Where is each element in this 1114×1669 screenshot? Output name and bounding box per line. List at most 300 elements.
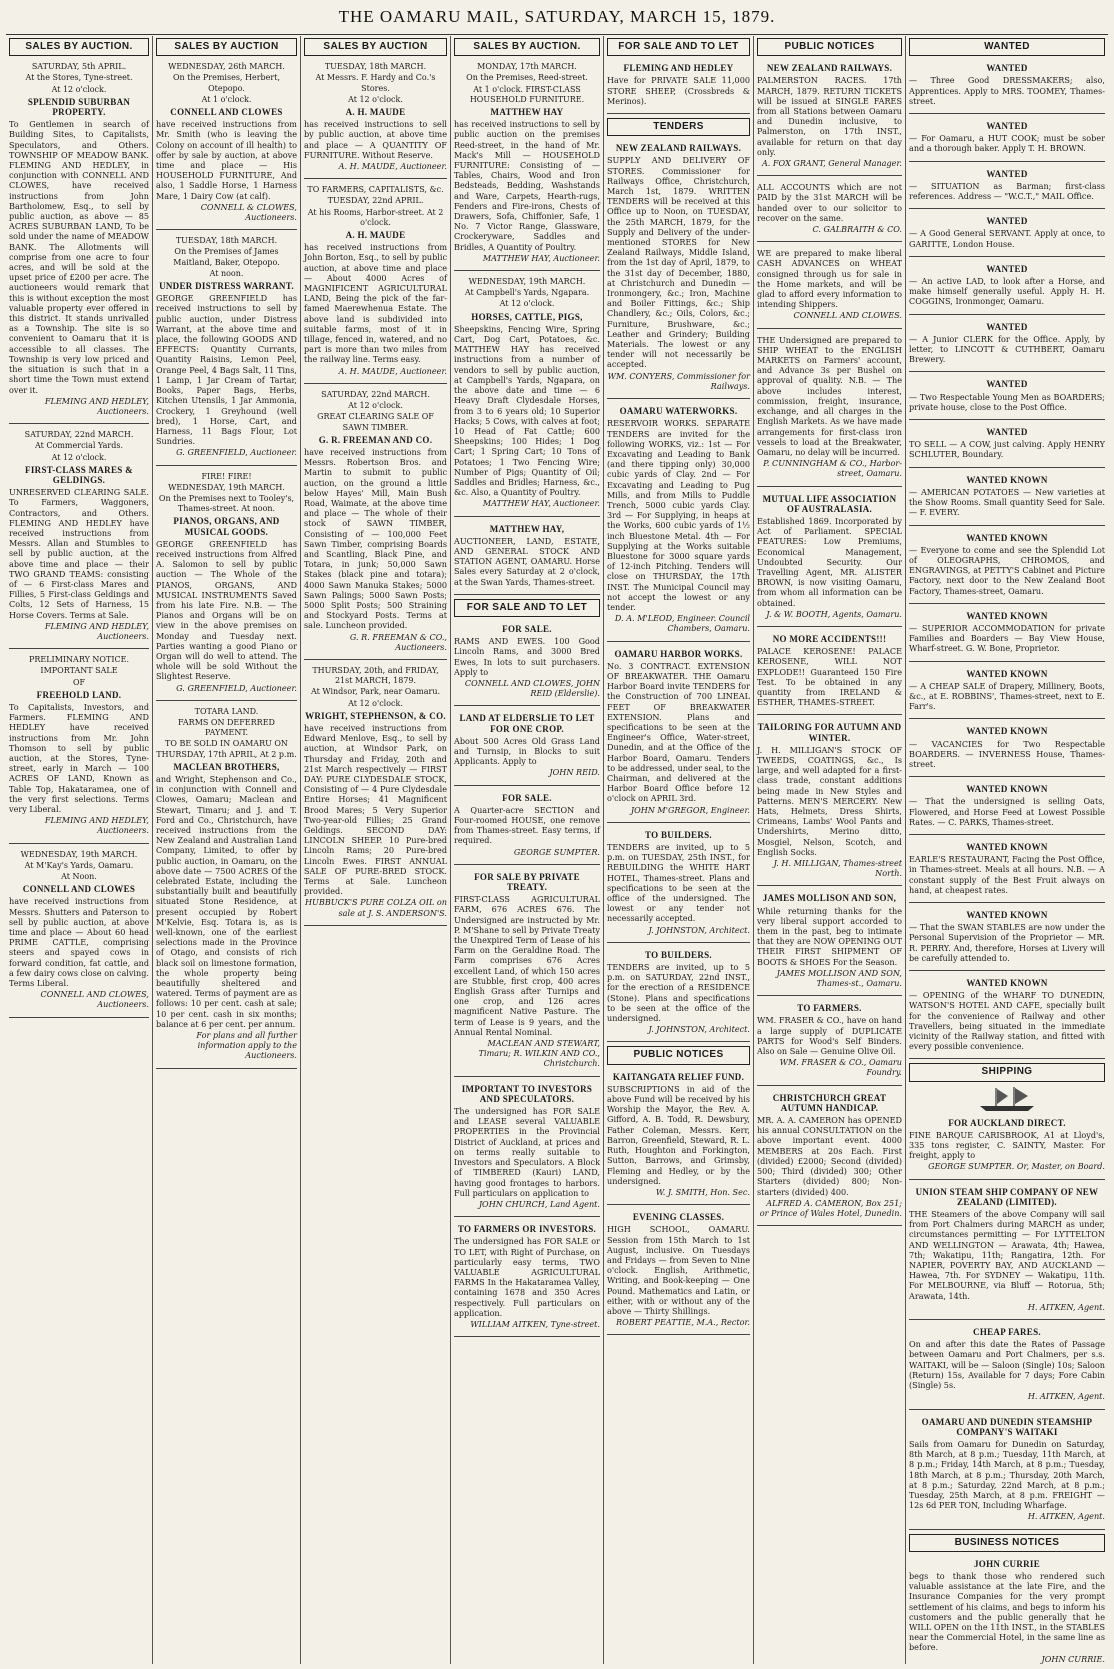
ad-divider [909, 776, 1105, 777]
ad-body: UNRESERVED CLEARING SALE. To Farmers, Waggoners, Contractors, and Others. FLEMING AND HEDLEY have received instructions from Messrs. Allan and Stumbles to sell by public auction, at the above time and place — their TWO GRAND TEAMS: consisting of — 6 First-class Mares and Fillies, 5 First-class Geldings and Colts, 12 Sets of Harness, 15 Horse Covers. Terms at Sale. [9, 487, 149, 620]
ad-date: WEDNESDAY, 26th MARCH. [168, 62, 285, 72]
ad-time: TO BE SOLD IN OAMARU ON THURSDAY, 17th APRIL, At 2 p.m. [156, 739, 297, 759]
ad-place: At the Stores, Tyne-street. [25, 73, 133, 83]
ad-body: — VACANCIES for Two Respectable BOARDERS. — INVERNESS House, Thames-street. [909, 738, 1105, 769]
advertisement [156, 60, 297, 225]
ad-divider [9, 648, 149, 649]
advertisement [757, 333, 902, 482]
advertisement [757, 60, 902, 171]
ad-place: At Windsor, Park, near Oamaru. [310, 687, 441, 697]
ad-place: On the Premises, Herbert, Otepopo. [173, 73, 280, 93]
ad-title: G. R. FREEMAN AND CO. [318, 434, 433, 445]
ad-title: WANTED KNOWN [966, 784, 1048, 795]
advertisement [909, 1414, 1105, 1525]
ad-body: GEORGE GREENFIELD has received instructions from Alfred A. Salomon to sell by public auction — The Whole of the PIANOS, ORGANS, AND MUSICAL INSTRUMENTS Saved from his late Fire. N.B. — The Pianos and Organs will be on view in the above premises on Monday and Tuesday next. Parties wanting a good Piano or Organ will do well to attend. The whole will be sold Without the Slightest Reserve. [156, 538, 297, 682]
ad-title: WANTED [986, 168, 1028, 179]
ad-title: TO BUILDERS. [645, 829, 712, 840]
ad-signature: G. R. FREEMAN & CO., Auctioneers. [349, 631, 447, 652]
ad-title: FOR SALE BY PRIVATE TREATY. [474, 871, 580, 893]
ad-date: SATURDAY, 22nd MARCH. [24, 430, 134, 440]
ad-divider [156, 229, 297, 230]
ad-title: MATTHEW HAY, [489, 523, 565, 534]
ad-body: THE Undersigned are prepared to SHIP WHEAT to the ENGLISH MARKETS on Farmers' account, and Advance 3s per Bushel on approval of quality. N.B. — The above includes interest, commission, freight, insurance, exchange, and all charges in the English Markets. As we have made arrangements for first-class iron vessels to load at the Breakwater, Oamaru, no delay will be incurred. [757, 334, 902, 457]
advertisement [607, 947, 750, 1038]
advertisement [909, 723, 1105, 772]
ad-date: WEDNESDAY, 19th MARCH. [20, 849, 138, 859]
ad-divider [454, 1076, 600, 1077]
ad-place: TUESDAY, 22nd APRIL. [327, 196, 424, 206]
ad-body: TENDERS are invited, up to 5 p.m. on TUESDAY, 25th INST., for REBUILDING the WHITE HART HOTEL, Thames-street. Plans and specifications to be seen at the office of the undersigned. The lowest or any tender not necessarily accepted. [607, 842, 750, 924]
ad-divider [454, 785, 600, 786]
advertisement [454, 710, 600, 780]
advertisement [757, 1000, 902, 1080]
ad-signature: JAMES MOLLISON AND SON, Thames-st., Oamaru. [776, 967, 902, 989]
advertisement [607, 827, 750, 938]
ad-divider [454, 516, 600, 517]
advertisement [304, 664, 447, 921]
ad-title: MACLEAN BROTHERS, [173, 761, 280, 772]
section-header: SALES BY AUCTION [156, 38, 297, 56]
ad-title: KAITANGATA RELIEF FUND. [612, 1071, 745, 1082]
ad-body: — Everyone to come and see the Splendid Lot of OLEOGRAPHS, CHROMOS, and ENGRAVINGS, at PETTY'S Cabinet and Picture Factory, next door to the New Zealand Boot Factory, Thames-street, Oamaru. [909, 544, 1105, 596]
ad-divider [304, 925, 447, 926]
ad-body: has received instructions to sell by public auction, at above time and place — A QUANTITY OF FURNITURE. Without Reserve. [304, 119, 447, 160]
ad-divider [607, 942, 750, 943]
advertisement [454, 621, 600, 701]
advertisement [909, 261, 1105, 310]
advertisement [757, 719, 902, 881]
advertisement [909, 376, 1105, 415]
ad-signature: CONNELL & CLOWES, Auctioneers. [200, 201, 297, 223]
column-6 [754, 36, 906, 1664]
ad-signature: P. CUNNINGHAM & CO., Harbor-street, Oamaru. [763, 458, 902, 479]
ad-signature: H. AITKEN, Agent. [1027, 1301, 1105, 1312]
ad-body: SUBSCRIPTIONS in aid of the above Fund will be received by his Worship the Mayor, the Rev. A. Gifford, A. B. Todd, R. Dewsbury, Father Coleman, Messrs. Kerr, Barron, Greenfield, Steward, R. L. Ruth, Houghton and Forkington, Sutton, Barrows, and Grimsby, Fleming and Hedley, or by the undersigned. [607, 1083, 750, 1186]
ad-title: NO MORE ACCIDENTS!!! [772, 633, 887, 644]
ad-body: A Quarter-acre SECTION and Four-roomed HOUSE, one remove from Thames-street. Easy terms, if required. [454, 804, 600, 846]
ad-title: FREEHOLD LAND. [36, 689, 122, 700]
ad-time: At 12 o'clock. [499, 299, 555, 309]
ad-body: J. H. MILLIGAN'S STOCK OF TWEEDS, COATINGS, &c., Is large, and well adapted for a first-class trade, constant additions being made in New Styles and Patterns. MEN'S MERCERY. New Hats, Helmets, Dress Shirts, Crimeans, Lambs' Wool Pants and Undershirts, Merino ditto, Mosgiel, Nelson, Scotch, and English Socks. [757, 744, 902, 857]
ad-title: WANTED [986, 121, 1028, 132]
ad-body: — That the SWAN STABLES are now under the Personal Supervision of the Proprietor — MR. R. PERRY. And, therefore, Horses at Livery will be carefully attended to. [909, 922, 1105, 963]
ad-body: — A Good General SERVANT. Apply at once, to GARITTE, London House. [909, 228, 1105, 249]
ad-time: At noon. [209, 268, 244, 278]
ad-divider [909, 419, 1105, 420]
ad-body: About 500 Acres Old Grass Land and Turnsip, in Blocks to suit Applicants. Apply to [454, 735, 600, 767]
ad-title: TAILORING FOR AUTUMN AND WINTER. [757, 722, 902, 743]
ad-title: UNDER DISTRESS WARRANT. [159, 281, 294, 292]
advertisement [304, 183, 447, 379]
advertisement [304, 388, 447, 655]
ad-body: EARLE'S RESTAURANT, Facing the Post Office, in Thames-street. Meals at all hours. N.B. — A constant supply of the Best Fruit always on hand, at cheapest rates. [909, 854, 1105, 895]
advertisement [757, 890, 902, 991]
ad-divider [757, 175, 902, 176]
ad-body: and Wright, Stephenson and Co., in conjunction with Connell and Clowes, Oamaru; Maclean and Stewart, Timaru; and J. and T. Ford and Co., Christchurch, have received instructions from the New Zealand and Australian Land Company, Limited, to offer by public auction, in Oamaru, on the above date — 7500 ACRES Of the celebrated Estate, including the substantially built and beautifully situated Stone Residence, at present occupied by Robert M'Kelvie, Esq. Totara is, as is well-known, one of the earliest selections made in the Province of Otago, and consists of rich black soil on limestone formation, the whole property being beautifully sheltered and watered. Terms of payment are as follows: 10 per cent. cash at sale; 10 per cent. cash in six months; balance at 6 per cent. per annum. [156, 774, 297, 1029]
ad-title: WANTED [986, 263, 1028, 274]
ad-title: CHRISTCHURCH GREAT AUTUMN HANDICAP. [772, 1092, 887, 1113]
advertisement [304, 60, 447, 174]
ad-body: No. 3 CONTRACT. EXTENSION OF BREAKWATER. THE Oamaru Harbor Board invite TENDERS for the Construction of 700 LINEAL FEET OF BREAKWATER EXTENSION. Plans and specifications to be seen at the Engineer's Office, Water-street, Dunedin, and at the Office of the Harbor Board, Oamaru. Tenders to be addressed, under seal, to the Chairman, and delivered at the Harbor Board Office before 12 o'clock on APRIL 3rd. [607, 660, 750, 804]
ad-title: A. H. MAUDE [345, 230, 406, 241]
ad-place: On the Premises, Reed-street. [466, 73, 588, 83]
ad-signature: J. H. MILLIGAN, Thames-street North. [773, 858, 902, 879]
masthead [0, 0, 1114, 34]
ad-title: WANTED KNOWN [966, 978, 1048, 988]
ad-title: CONNELL AND CLOWES [22, 884, 136, 895]
ad-signature: J. JOHNSTON, Architect. [648, 924, 750, 935]
ad-signature: WM. FRASER & CO., Oamaru Foundry. [779, 1057, 902, 1078]
ad-divider [9, 423, 149, 424]
ad-divider [909, 1058, 1105, 1059]
ad-title: HORSES, CATTLE, PIGS, [471, 311, 583, 322]
ad-body: To Capitalists, Investors, and Farmers. FLEMING AND HEDLEY have received instructions from Mr. John Thomson to sell by public auction, at the Stores, Tyne-street, early in March — 100 ACRES OF LAND, Known as Table Top, Hakataramea, one of the very first selections. Terms very Liberal. [9, 701, 149, 815]
ad-signature: JOHN CHURCH, Land Agent. [478, 1198, 600, 1209]
ad-title: CONNELL AND CLOWES [170, 107, 283, 118]
ad-signature: A. H. MAUDE, Auctioneer. [338, 161, 447, 172]
ad-body: — That the undersigned is selling Oats, Flowered, and Horse Feed at Lowest Possible Rates. — C. PARKS, Thames-street. [909, 796, 1105, 827]
ad-signature: For plans and all further information apply to the Auctioneers. [196, 1030, 297, 1061]
advertisement [454, 869, 600, 1072]
ad-body: has received instructions from John Borton, Esq., to sell by public auction, at above time and place — About 4000 Acres of MAGNIFICENT AGRICULTURAL LAND, Being the pick of the far-famed Maerewhenua Estate. The above land is subdivided into suitable farms, most of it in tillage, fenced in, watered, and no part is more than two miles from the railway line. Terms easy. [304, 242, 447, 365]
advertisement [607, 403, 750, 636]
ad-title: WANTED [986, 63, 1028, 74]
advertisement [607, 646, 750, 818]
ad-divider [909, 208, 1105, 209]
ad-divider [156, 700, 297, 701]
ad-title: OAMARU AND DUNEDIN STEAMSHIP COMPANY'S WAITAKI [921, 1416, 1093, 1437]
ad-divider [607, 398, 750, 399]
ad-divider [156, 1068, 297, 1069]
ad-divider [909, 314, 1105, 315]
ad-divider [454, 270, 600, 271]
advertisement [607, 1069, 750, 1200]
ad-title: WANTED KNOWN [966, 532, 1048, 543]
ad-body: — AMERICAN POTATOES — New varieties at the Show Rooms. Small quantity Seed for Sale. — F. EVERY. [909, 486, 1105, 518]
ad-date: SATURDAY, 22nd MARCH. [321, 389, 430, 399]
ad-divider [757, 1225, 902, 1226]
section-header: TENDERS [607, 118, 750, 136]
ad-divider [909, 1409, 1105, 1410]
ad-body: Sheepskins, Fencing Wire, Spring Cart, Dog Cart, Potatoes, &c. MATTHEW HAY has received instructions from a number of vendors to sell by public auction, at Campbell's Yards, Ngapara, on the above date and time — 6 Heavy Draft Clydesdale Horses, from 3 to 6 years old; 10 Superior Hacks; 5 Cows, with calves at foot; 10 Head of Fat Cattle; 600 Sheepskins; 100 Hides; 1 Dog Cart; 1 Spring Cart; 10 Tons of Potatoes; 1 Two Fencing Wire; Number of Pigs; Quantity of Oil; Saddles and Bridles; Harness, &c., &c. Also, a Quantity of Poultry. [454, 323, 600, 498]
ad-place: At Campbell's Yards, Ngapara. [464, 288, 590, 298]
ad-body: have received instructions from Mr. Smith (who is leaving the Colony on account of ill health) to offer by sale by auction, at above time and place — His HOUSEHOLD FURNITURE, And also, 1 Saddle Horse, 1 Harness Mare, 1 Dairy Cow (at calf). [156, 119, 297, 201]
ad-divider [909, 1529, 1105, 1530]
ad-title: SPLENDID SUBURBAN PROPERTY. [27, 96, 131, 118]
ad-signature: J. & W. BOOTH, Agents, Oamaru. [766, 608, 902, 619]
ad-divider [757, 1085, 902, 1086]
ad-body: have received instructions from Messrs. Shutters and Paterson to sell by public auction, at above time and place — About 60 head PRIME CATTLE, comprising steers and spayed cows in forward condition, fat cattle, and a few dairy cows close on calving. Terms Liberal. [9, 896, 149, 989]
ad-divider [909, 525, 1105, 526]
ad-title: WANTED [986, 379, 1028, 390]
ad-date: FIRE! FIRE! [201, 471, 252, 481]
section-header: SALES BY AUCTION. [9, 38, 149, 56]
ad-body: To Gentlemen in search of Building Sites, to Capitalists, Speculators, and Others. TOWNSHIP OF MEADOW BANK. FLEMING AND HEDLEY, in conjunction with CONNELL AND CLOWES, have received instructions from John Bartholomew, Esq., to sell by public auction, as above — 85 ACRES SUBURBAN LAND, To be sold under the name of MEADOW BANK. The Allotments will comprise from one acre to four acres, and will be sold at the upset price of £200 per acre. The auctioneers would remark that this is without exception the most valuable property ever offered in this district. It stands unrivalled as a Township. The site is so convenient to Oamaru that it is accessible to all classes. The Township is very low priced and the situation is such that in a short time the Town must extend over it. [9, 119, 149, 395]
ad-divider [607, 1041, 750, 1042]
ad-date: WEDNESDAY, 19th MARCH. [468, 277, 586, 287]
column-2 [153, 36, 301, 1664]
column-5 [604, 36, 754, 1664]
ad-date: TOTARA LAND. [194, 706, 259, 716]
ad-body: While returning thanks for the very liberal support accorded to them in the past, beg to intimate that they are NOW OPENING OUT THEIR FIRST SHIPMENT OF BOOTS & SHOES For the Season. [757, 905, 902, 967]
ad-body: — An active LAD, to look after a Horse, and make himself generally useful. Apply H. H. COGGINS, Ironmonger, Oamaru. [909, 276, 1105, 307]
advertisement [9, 848, 149, 1013]
ad-title: JAMES MOLLISON AND SON, [762, 893, 897, 904]
section-header: WANTED [909, 38, 1105, 56]
advertisement [156, 470, 297, 696]
ad-body: PALMERSTON RACES. 17th MARCH, 1879. RETURN TICKETS will be issued at SINGLE FARES from all Stations between Oamaru and Dunedin inclusive, to Palmerston, on 17th INST., available for return on that day only. [757, 75, 902, 157]
ad-body: FINE BARQUE CARISBROOK, A1 at Lloyd's, 335 tons register, C. SAINTY, Master. For freight, apply to [909, 1129, 1105, 1161]
ad-title: WANTED KNOWN [966, 841, 1048, 852]
ad-title: WANTED KNOWN [966, 610, 1048, 621]
advertisement [156, 234, 297, 460]
ad-time: At 12 o'clock. [348, 94, 403, 104]
ad-divider [304, 659, 447, 660]
ad-title: PIANOS, ORGANS, AND MUSICAL GOODS. [173, 516, 280, 537]
ad-divider [454, 705, 600, 706]
ad-body: Have for PRIVATE SALE 11,000 STORE SHEEP, (Crossbreds & Merinos). [607, 75, 750, 106]
advertisement [454, 521, 600, 590]
ad-title: OAMARU HARBOR WORKS. [614, 648, 743, 659]
section-header: SALES BY AUCTION [304, 38, 447, 56]
section-header: BUSINESS NOTICES [909, 1534, 1105, 1552]
column-3 [301, 36, 451, 1664]
ad-divider [757, 995, 902, 996]
ad-signature: CONNELL AND CLOWES, Auctioneers. [40, 989, 149, 1010]
ad-body: TENDERS are invited, up to 5 p.m. on SATURDAY, 22nd INST., for the erection of a RESIDENCE (Stone). Plans and specifications to be seen at the office of the undersigned. [607, 962, 750, 1024]
advertisement [909, 213, 1105, 252]
masthead-title: THE OAMARU MAIL, SATURDAY, MARCH 15, 1879. [338, 7, 776, 26]
advertisement [757, 246, 902, 323]
ad-title: WANTED [986, 427, 1028, 438]
section-header: FOR SALE AND TO LET [454, 599, 600, 617]
ad-body: have received instructions from Edward Menlove, Esq., to sell by auction, at Windsor Park, on Thursday and Friday, 20th and 21st March respectively — FIRST DAY: PURE CLYDESDALE STOCK, Consisting of — 4 Pure Clydesdale Entire Horses; 41 Magnificent Brood Mares; 5 Very Superior Two-year-old Fillies; 25 Grand Geldings. SECOND DAY: LINCOLN SHEEP. 10 Pure-bred Lincoln Rams; 20 Pure-bred Lincoln Ewes. FIRST ANNUAL SALE OF PURE-BRED STOCK. Terms at Sale. Luncheon provided. [304, 722, 447, 897]
ad-signature: W. J. SMITH, Hon. Sec. [655, 1186, 750, 1197]
ad-body: MR. A. A. CAMERON has OPENED his annual CONSULTATION on the above important event. 4000 MEMBERS at 20s Each. First (divided) £2000; Second (divided) 500; Third (divided) 300; Other Starters (divided) 800; Non-starters (divided) 400. [757, 1115, 902, 1197]
ad-divider [909, 603, 1105, 604]
ad-signature: ROBERT PEATTIE, M.A., Rector. [616, 1317, 750, 1328]
ad-title: TO FARMERS OR INVESTORS. [457, 1224, 597, 1235]
advertisement [909, 1115, 1105, 1175]
ad-signature: JOHN M'GREGOR, Engineer. [630, 804, 750, 815]
advertisement [909, 166, 1105, 205]
ad-body: — OPENING of the WHARF TO DUNEDIN, WATSON'S HOTEL AND CAFE, specially built for the convenience of Railway and other Travellers, being situated in the immediate vicinity of the Railway station, and fitted with every possible convenience. [909, 990, 1105, 1052]
column-4 [451, 36, 604, 1664]
ad-body: FIRST-CLASS AGRICULTURAL FARM, 676 ACRES 676. The Undersigned are instructed by Mr. P. M'Shane to sell by Private Treaty the Unexpired Term of Lease of his Farm on the Geraldine Road. The Farm comprises 676 Acres excellent Land, of which 150 acres are Stubble, first crop, 400 acres English Grass after Turnips and one crop, and 126 acres magnificent Native Pasture. The term of Lease is 9 years, and the Annual Rental Nominal. [454, 894, 600, 1037]
ad-body: Sails from Oamaru for Dunedin on Saturday, 8th March, at 8 p.m.; Tuesday, 11th March, at 8 p.m.; Friday, 14th March, at 8 p.m.; Tuesday, 18th March, at 8 p.m.; Thursday, 20th March, at 8 p.m.; Saturday, 22nd March, at 8 p.m.; Tuesday, 25th March, at 8 p.m. FREIGHT — 12s 6d PER TON, Including Wharfage. [909, 1438, 1105, 1511]
ad-divider [156, 465, 297, 466]
ad-time: At 12 o'clock. [51, 452, 107, 462]
ad-place: On the Premises of James Maitland, Baker, Otepopo. [173, 247, 280, 267]
ad-signature: D. A. M'LEOD, Engineer. Council Chambers, Oamaru. [614, 613, 750, 634]
ad-body: AUCTIONEER, LAND, ESTATE, AND GENERAL STOCK AND STATION AGENT, OAMARU. Horse Sales every Saturday at 2 o'clock, at the Swan Yards, Thames-street. [454, 535, 600, 587]
columns [6, 36, 1108, 1664]
ad-place: At Commercial Yards. [35, 441, 123, 451]
ad-title: WANTED KNOWN [966, 668, 1048, 679]
ad-divider [757, 626, 902, 627]
ad-divider [9, 1017, 149, 1018]
advertisement [909, 319, 1105, 368]
ad-divider [909, 1179, 1105, 1180]
ad-divider [757, 328, 902, 329]
ad-title: WANTED [986, 321, 1028, 332]
ad-title: A. H. MAUDE [345, 107, 406, 118]
ad-signature: FLEMING AND HEDLEY, Auctioneers. [44, 620, 149, 641]
ad-time: On the Premises next to Tooley's, Thames-street. At noon. [158, 493, 295, 514]
advertisement [909, 781, 1105, 830]
ad-body: — For Oamaru, a HUT COOK; must be sober and a thorough baker. Apply T. H. BROWN. [909, 133, 1105, 154]
ad-signature: FLEMING AND HEDLEY, Auctioneers. [44, 395, 149, 416]
ad-time: At 12 o'clock. [348, 698, 403, 708]
advertisement [454, 60, 600, 266]
advertisement [909, 60, 1105, 109]
advertisement [9, 653, 149, 838]
column-7 [906, 36, 1108, 1664]
ad-body: Established 1869. Incorporated by Act of Parliament. SPECIAL FEATURES: Low Premiums, Economical Management, Undoubted Security. Our Travelling Agent, MR. ALISTER BROWN, is now visiting Oamaru, from whom all information can be obtained. [757, 515, 902, 608]
advertisement [454, 790, 600, 860]
ad-title: LAND AT ELDERSLIE TO LET FOR ONE CROP. [459, 713, 595, 734]
advertisement [909, 118, 1105, 157]
advertisement [909, 839, 1105, 898]
ad-title: IMPORTANT TO INVESTORS AND SPECULATORS. [461, 1083, 593, 1104]
advertisement [607, 140, 750, 394]
ad-divider [909, 161, 1105, 162]
section-header: PUBLIC NOTICES [757, 38, 902, 56]
advertisement [909, 1556, 1105, 1664]
ad-divider [454, 1336, 600, 1337]
section-header: PUBLIC NOTICES [607, 1046, 750, 1064]
ad-signature: MATTHEW HAY, Auctioneer. [482, 252, 600, 263]
ad-divider [304, 178, 447, 179]
ad-time: GREAT CLEARING SALE OF SAWN TIMBER. [317, 412, 434, 432]
ad-body: PALACE KEROSENE! PALACE KEROSENE, WILL NOT EXPLODE!! Guaranteed 150 Fire Test. To be obtained in any quantity from IRELAND & ESTHER, THAMES-STREET. [757, 646, 902, 708]
ad-body: — Two Respectable Young Men as BOARDERS; private house, close to the Post Office. [909, 391, 1105, 412]
section-header: SALES BY AUCTION. [454, 38, 600, 56]
ad-signature: H. AITKEN, Agent. [1027, 1391, 1105, 1402]
advertisement [909, 666, 1105, 715]
ad-date: TUESDAY, 18th MARCH. [175, 236, 278, 246]
ad-divider [607, 113, 750, 114]
advertisement [9, 428, 149, 644]
ad-date: SATURDAY, 5th APRIL. [31, 62, 127, 72]
ad-signature: GEORGE SUMPTER. Or, Master, on Board. [928, 1161, 1105, 1172]
ad-place: WEDNESDAY, 19th MARCH. [168, 482, 285, 492]
ad-body: begs to thank those who rendered such valuable assistance at the late Fire, and the Insurance Companies for the very prompt settlement of his claims, and begs to inform his customers and the public generally that he WILL OPEN on the 11th INST., in the STABLES near the Commercial Hotel, in the same line as before. [909, 1570, 1105, 1653]
masthead-rule [6, 34, 1108, 35]
ad-place: At M'Kay's Yards, Oamaru. [24, 860, 134, 870]
section-header: FOR SALE AND TO LET [607, 38, 750, 56]
advertisement [909, 424, 1105, 463]
ad-signature: CONNELL AND CLOWES, JOHN REID (Elderslie). [464, 677, 600, 699]
ad-divider [607, 1334, 750, 1335]
ad-date: TO FARMERS, CAPITALISTS, &c. [307, 185, 444, 195]
advertisement [607, 1209, 750, 1330]
ad-body: TO SELL — A COW, just calving. Apply HENRY SCHLUTER, Boundary. [909, 439, 1105, 460]
ad-divider [909, 256, 1105, 257]
ad-date: TUESDAY, 18th MARCH. [324, 62, 427, 72]
ad-body: GEORGE GREENFIELD has received instructions to sell by public auction, under Distress Warrant, at the above time and place, the following GOODS AND EFFECTS: Quantity Currants, Quantity Raisins, Lemon Peel, Orange Peel, 4 Bags Salt, 11 Tins, 1 Lamp, 1 Jar Cream of Tartar, Books, Paper Bags, Herbs, Kitchen Utensils, 1 Jar Ammonia, Crockery, 1 Greyhound (well bred), 1 Horse, Cart, and Harness, 11 Bags Flour, Lot Sundries. [156, 293, 297, 447]
ad-title: FIRST-CLASS MARES & GELDINGS. [25, 464, 133, 485]
ad-body: RAMS AND EWES. 100 Good Lincoln Rams, and 3000 Bred Ewes, In lots to suit purchasers. Apply to [454, 636, 600, 677]
ad-time: At 1 o'clock. [201, 94, 252, 104]
ad-divider [9, 843, 149, 844]
ad-title: JOHN CURRIE [973, 1558, 1041, 1569]
ad-body: HIGH SCHOOL, OAMARU. Session from 15th March to 1st August, inclusive. On Tuesdays and Fridays — from Seven to Nine o'clock. English, Arithmetic, Writing, and Book-keeping — One Pound. Mathematics and Latin, or either, with or without any of the above — Thirty Shillings. [607, 1224, 750, 1316]
advertisement [757, 631, 902, 710]
advertisement [757, 1090, 902, 1221]
advertisement [909, 530, 1105, 599]
advertisement [757, 180, 902, 237]
ad-title: TO BUILDERS. [645, 949, 712, 960]
ad-title: WANTED [986, 216, 1028, 227]
ad-divider [909, 467, 1105, 468]
ship-icon [972, 1086, 1042, 1112]
ad-signature: G. GREENFIELD, Auctioneer. [176, 447, 297, 458]
ad-title: MATTHEW HAY [490, 107, 564, 118]
advertisement [909, 975, 1105, 1054]
ad-title: CHEAP FARES. [973, 1327, 1041, 1338]
ad-divider [909, 970, 1105, 971]
ad-body: ALL ACCOUNTS which are not PAID by the 31st MARCH will be handed over to our solicitor to recover on the same. [757, 182, 902, 223]
ad-signature: MATTHEW HAY, Auctioneer. [482, 498, 600, 509]
advertisement [757, 491, 902, 622]
section-header: SHIPPING [909, 1063, 1105, 1081]
ad-title: WANTED KNOWN [966, 726, 1048, 737]
ad-body: WE are prepared to make liberal CASH ADVANCES on WHEAT consigned through us for sale in the Home markets, and will be glad to afford every information to intending Shippers. [757, 248, 902, 310]
ad-title: FOR SALE. [502, 623, 552, 634]
ad-divider [757, 241, 902, 242]
ad-signature: H. AITKEN, Agent. [1027, 1511, 1105, 1522]
ad-body: On and after this date the Rates of Passage between Oamaru and Port Chalmers, per s.s. WAITAKI, will be — Saloon (Single) 10s; Saloon (Return) 15s, Available for 7 days; Fore Cabin (Single) 5s. [909, 1339, 1105, 1391]
ad-title: WRIGHT, STEPHENSON, & CO. [305, 710, 446, 721]
advertisement [909, 472, 1105, 521]
advertisement [454, 1081, 600, 1212]
ad-body: The undersigned has FOR SALE or TO LET, with Right of Purchase, on particularly easy terms, TWO VALUABLE AGRICULTURAL FARMS In the Hakataramea Valley, containing 1678 and 350 Acres respectively. Full particulars on application. [454, 1236, 600, 1318]
ad-body: — Three Good DRESSMAKERS; also, Apprentices. Apply to MRS. TOOMEY, Thames-street. [909, 75, 1105, 106]
ad-time: At Noon. [61, 872, 97, 882]
advertisement [909, 608, 1105, 657]
ad-title: WANTED KNOWN [966, 909, 1048, 920]
ad-divider [909, 113, 1105, 114]
ad-divider [607, 641, 750, 642]
ad-body: RESERVOIR WORKS. SEPARATE TENDERS are invited for the following WORKS, viz.: 1st — For Excavating and Leading to Bank (and there tipping only) 30,000 cubic yards of Clay. 2nd — For Excavating and Leading to Pug Mills, and from Mills to Puddle Trench, 5000 cubic yards Clay. 3rd — For Supplying, in heaps at the Works, 600 cubic yards of 1½ inch Bluestone Metal. 4th — For Supplying at the Works suitable Bluestone for 3000 square yards of 12-inch Pitching. Tenders will close on THURSDAY, the 17th INST. The Municipal Council may not accept the lowest or any tender. [607, 418, 750, 612]
ad-signature: A. FOX GRANT, General Manager. [761, 158, 902, 169]
advertisement [607, 60, 750, 109]
ad-divider [909, 834, 1105, 835]
advertisement [9, 60, 149, 419]
ad-divider [757, 714, 902, 715]
ad-signature: JOHN REID. [549, 767, 600, 778]
ad-date: MONDAY, 17th MARCH. [477, 62, 577, 72]
ad-title: NEW ZEALAND RAILWAYS. [615, 143, 742, 154]
ad-signature: ALFRED A. CAMERON, Box 251; or Prince of Wales Hotel, Dunedin. [759, 1197, 902, 1218]
ad-divider [909, 1319, 1105, 1320]
ad-signature: CONNELL AND CLOWES. [793, 310, 902, 321]
advertisement [909, 1184, 1105, 1315]
ad-signature: JOHN CURRIE. [1041, 1653, 1105, 1664]
ad-date: PRELIMINARY NOTICE. [28, 655, 129, 665]
ad-title: FLEMING AND HEDLEY [623, 63, 734, 74]
ad-title: EVENING CLASSES. [632, 1212, 725, 1223]
advertisement [156, 705, 297, 1064]
ad-body: — SITUATION as Barman; first-class references. Address — "W.C.T.," MAIL Office. [909, 180, 1105, 202]
ad-title: OAMARU WATERWORKS. [619, 406, 738, 417]
ad-body: SUPPLY AND DELIVERY OF STORES. Commissioner for Railways Office, Christchurch, March 1st, 1879. WRITTEN TENDERS will be received at this Office up to Noon, on TUESDAY, the 25th MARCH, 1879, for the Supply and Delivery of the under-mentioned STORES for New Zealand Railways, Middle Island, from the 1st day of April, 1879, to the 31st day of December, 1880, at Christchurch and Dunedin — Ironmongery, &c.; Iron, Machine and Boiler Fittings, &c.; Ship Chandlery, &c.; Oils, Colors, &c.; Furniture, Brushware, &c.; Leather and Grindery; Building Materials. The lowest or any tender will not necessarily be accepted. [607, 155, 750, 370]
ad-divider [607, 1204, 750, 1205]
ad-divider [909, 718, 1105, 719]
ad-signature: J. JOHNSTON, Architect. [648, 1024, 750, 1035]
ad-title: MUTUAL LIFE ASSOCIATION OF AUSTRALASIA. [762, 493, 897, 514]
